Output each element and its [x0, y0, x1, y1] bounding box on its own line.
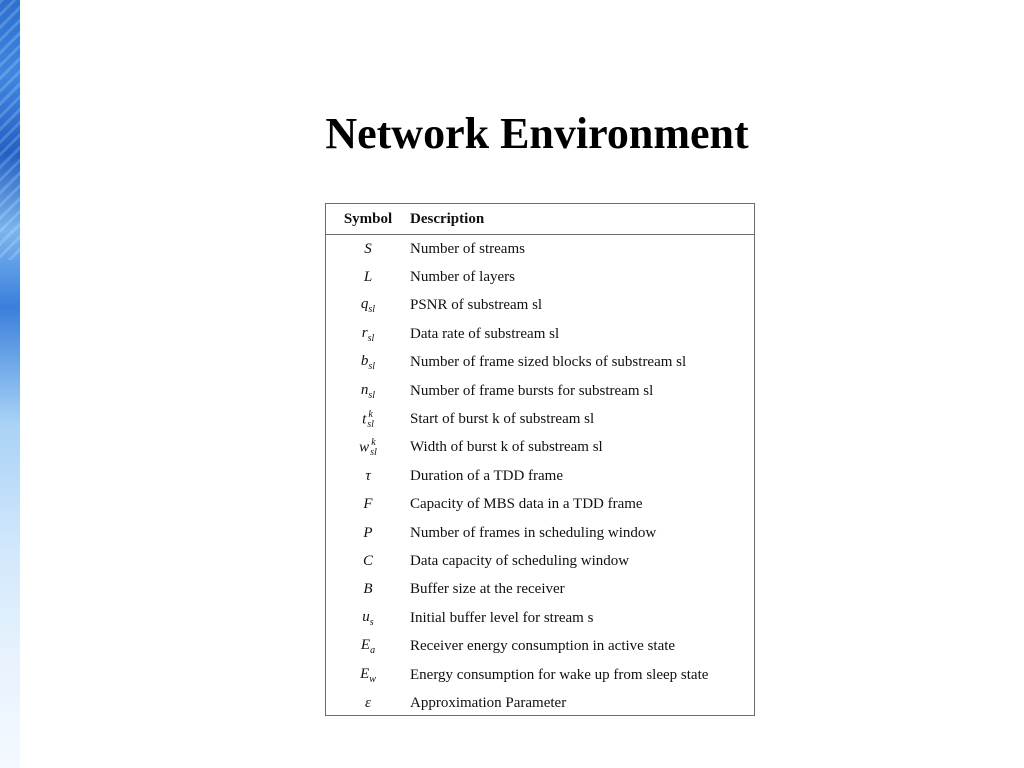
- table-row: [326, 661, 754, 689]
- symbol-cell: S: [364, 240, 372, 257]
- table-row: [326, 547, 754, 575]
- decorative-side-stripe: [0, 0, 20, 768]
- table-row: [326, 434, 754, 462]
- symbol-cell: F: [363, 496, 373, 513]
- table-row: [326, 405, 754, 433]
- description-cell: Number of frames in scheduling window: [410, 524, 657, 541]
- symbol-table: [326, 204, 754, 718]
- symbol-cell: $q_{sl}$: [360, 296, 376, 316]
- symbol-cell: $E_w$: [360, 665, 376, 685]
- symbol-cell: t k sl: [362, 408, 374, 430]
- description-cell: Data rate of substream sl: [410, 325, 560, 342]
- description-cell: Start of burst k of substream sl: [410, 411, 595, 428]
- description-cell: Buffer size at the receiver: [410, 581, 565, 598]
- description-cell: Energy consumption for wake up from sleep state: [410, 666, 709, 683]
- table-row: [326, 292, 754, 320]
- symbol-cell: P: [363, 524, 373, 541]
- description-cell: PSNR of substream sl: [410, 297, 543, 314]
- symbol-cell: $E_a$: [360, 637, 376, 657]
- symbol-cell: B: [363, 581, 373, 598]
- table-row: [326, 320, 754, 348]
- symbol-cell: $u_s$: [362, 608, 374, 628]
- table-row: [326, 462, 754, 490]
- description-cell: Initial buffer level for stream s: [410, 609, 594, 626]
- header-symbol: Symbol: [326, 204, 410, 235]
- table-row: [326, 235, 754, 264]
- symbol-cell: ε: [365, 694, 371, 711]
- header-description: Description: [410, 204, 754, 235]
- table-body: [326, 235, 754, 718]
- symbol-cell: $n_{sl}$: [360, 381, 376, 401]
- slide-title: Network Environment: [325, 109, 749, 158]
- description-cell: Number of frame bursts for substream sl: [410, 382, 654, 399]
- table-header-row: [326, 204, 754, 235]
- table-row: [326, 689, 754, 717]
- description-cell: Number of layers: [410, 269, 515, 286]
- symbol-cell: C: [362, 552, 373, 569]
- description-cell: Capacity of MBS data in a TDD frame: [410, 496, 643, 513]
- table-row: [326, 377, 754, 405]
- table-row: [326, 519, 754, 547]
- description-cell: Approximation Parameter: [410, 694, 567, 711]
- table-row: [326, 263, 754, 291]
- symbol-table-container: [325, 203, 755, 716]
- description-cell: Duration of a TDD frame: [410, 467, 564, 484]
- table-row: [326, 632, 754, 660]
- symbol-cell: L: [363, 269, 373, 286]
- description-cell: Receiver energy consumption in active state: [410, 638, 676, 655]
- description-cell: Number of frame sized blocks of substream sl: [410, 354, 687, 371]
- symbol-cell: $r_{sl}$: [361, 324, 375, 344]
- table-row: [326, 604, 754, 632]
- description-cell: Number of streams: [410, 240, 525, 257]
- table-row: [326, 491, 754, 519]
- table-row: [326, 349, 754, 377]
- description-cell: Data capacity of scheduling window: [410, 552, 630, 569]
- symbol-cell: τ: [365, 467, 371, 484]
- description-cell: Width of burst k of substream sl: [410, 439, 603, 456]
- table-row: [326, 576, 754, 604]
- symbol-cell: $b_{sl}$: [360, 353, 376, 373]
- symbol-cell: w k sl: [359, 436, 377, 458]
